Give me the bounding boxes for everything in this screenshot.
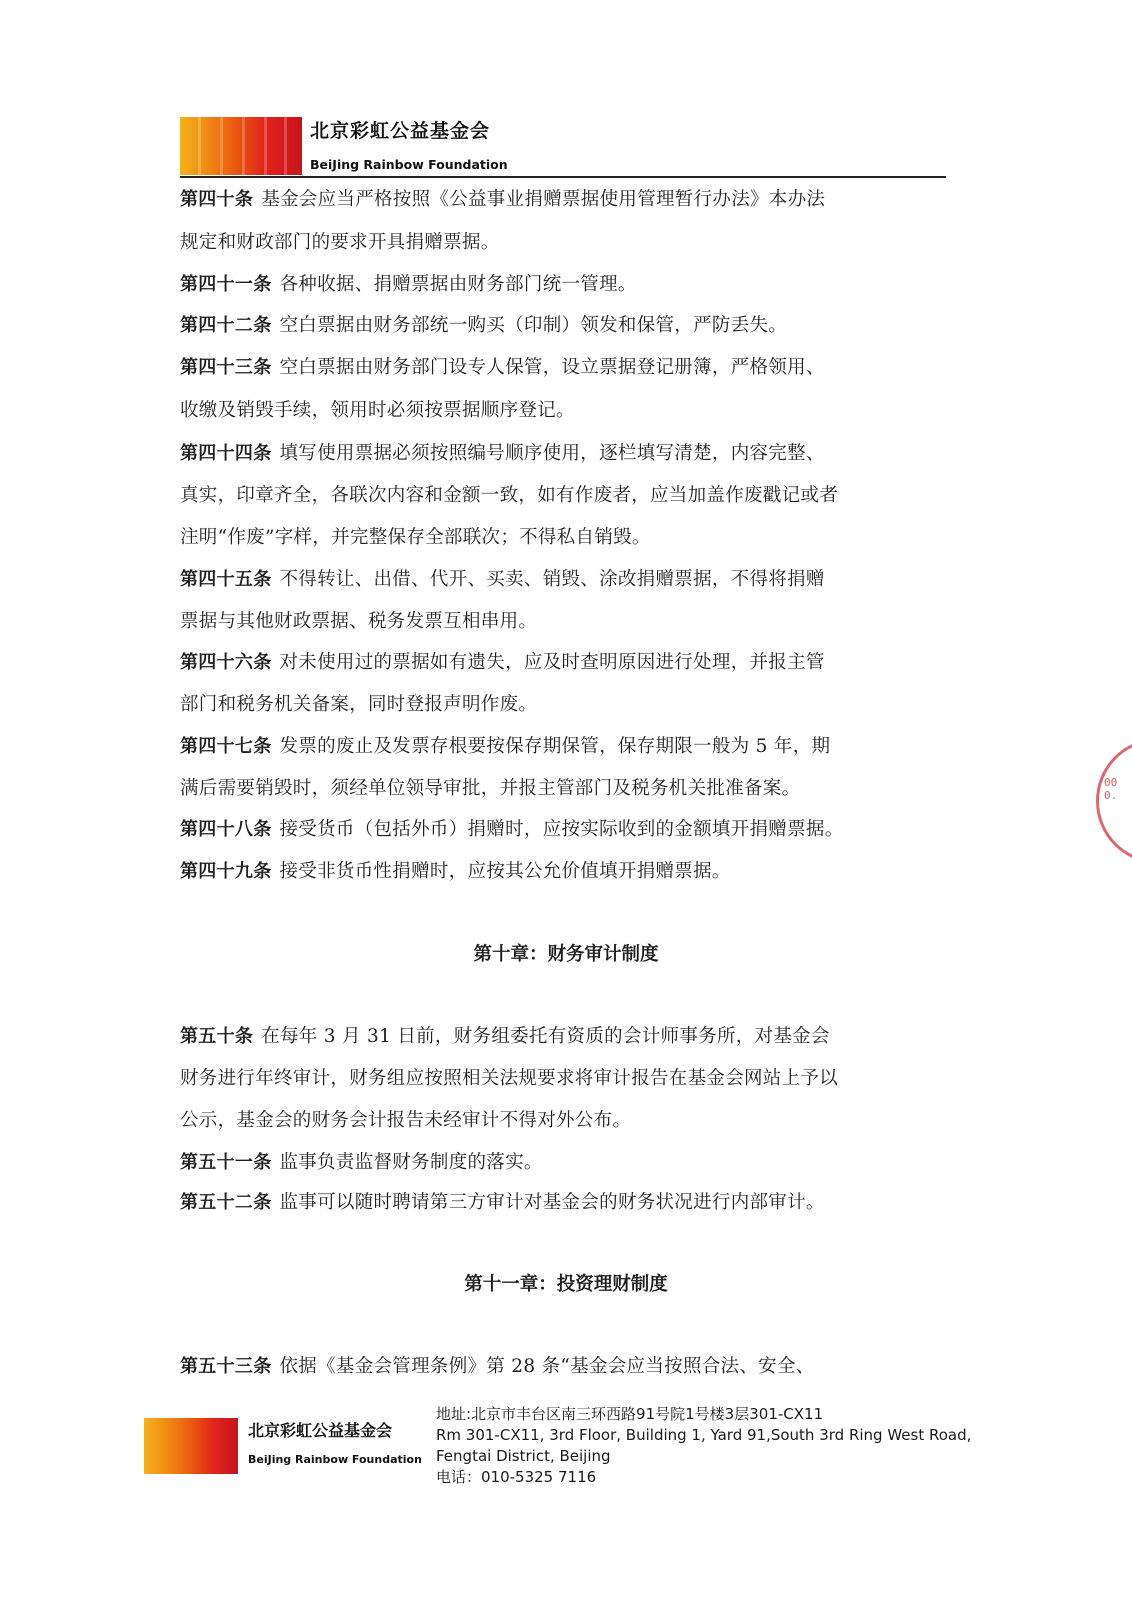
article-43-line-1 — [180, 353, 825, 379]
article-label: 第五十条 — [180, 1026, 254, 1047]
chapter-10-heading: 第十章：财务审计制度 — [473, 944, 659, 965]
article-51-line-1 — [180, 1148, 543, 1174]
article-46-line-2: 部门和税务机关备案，同时登报声明作废。 — [180, 694, 538, 715]
footer-org-name-en: BeiJing Rainbow Foundation — [248, 1453, 422, 1466]
article-text: 对未使用过的票据如有遗失，应及时查明原因进行处理，并报主管 — [279, 652, 825, 673]
article-50-line-2: 财务进行年终审计，财务组应按照相关法规要求将审计报告在基金会网站上予以 — [180, 1068, 839, 1089]
header-divider — [180, 176, 946, 178]
seal-text: 000. — [1104, 776, 1118, 802]
article-49-line-1 — [180, 857, 731, 883]
article-text: 空白票据由财务部门设专人保管，设立票据登记册簿，严格领用、 — [279, 357, 825, 378]
article-text: 发票的废止及发票存根要按保存期保管，保存期限一般为 5 年，期 — [279, 736, 831, 757]
footer-contact-block — [436, 1404, 971, 1488]
article-44-line-1 — [180, 439, 825, 465]
article-52-line-1 — [180, 1188, 825, 1214]
header-org-name-cn: 北京彩虹公益基金会 — [310, 120, 491, 142]
article-label: 第四十一条 — [180, 274, 272, 295]
footer-address-en-1: Rm 301-CX11, 3rd Floor, Building 1, Yard 91,South 3rd Ring West Road, — [436, 1426, 972, 1444]
footer-phone: 电话：010-5325 7116 — [436, 1468, 597, 1486]
article-45-line-1 — [180, 565, 825, 591]
article-text: 不得转让、出借、代开、买卖、销毁、涂改捐赠票据，不得将捐赠 — [279, 569, 825, 590]
article-text: 依据《基金会管理条例》第 28 条“基金会应当按照合法、安全、 — [279, 1356, 815, 1377]
article-label: 第四十条 — [180, 189, 254, 210]
article-label: 第四十四条 — [180, 443, 272, 464]
article-label: 第五十三条 — [180, 1356, 272, 1377]
article-label: 第四十三条 — [180, 357, 272, 378]
article-53-line-1 — [180, 1352, 815, 1378]
article-label: 第四十五条 — [180, 569, 272, 590]
article-47-line-2: 满后需要销毁时，须经单位领导审批，并报主管部门及税务机关批准备案。 — [180, 778, 801, 799]
article-40-line-1 — [180, 185, 825, 211]
article-text: 接受非货币性捐赠时，应按其公允价值填开捐赠票据。 — [279, 861, 731, 882]
article-50-line-3: 公示，基金会的财务会计报告未经审计不得对外公布。 — [180, 1110, 632, 1131]
footer-logo-mark — [144, 1418, 238, 1474]
article-43-line-2: 收缴及销毁手续，领用时必须按票据顺序登记。 — [180, 400, 575, 421]
article-label: 第四十九条 — [180, 861, 272, 882]
article-label: 第四十二条 — [180, 315, 272, 336]
article-text: 空白票据由财务部统一购买（印制）领发和保管，严防丢失。 — [279, 315, 788, 336]
header-logo-mark — [180, 117, 302, 175]
footer-address-cn: 地址:北京市丰台区南三环西路91号院1号楼3层301-CX11 — [436, 1405, 824, 1423]
article-41-line-1 — [180, 270, 637, 296]
article-text: 监事可以随时聘请第三方审计对基金会的财务状况进行内部审计。 — [279, 1192, 825, 1213]
article-label: 第四十七条 — [180, 736, 272, 757]
article-text: 接受货币（包括外币）捐赠时，应按实际收到的金额填开捐赠票据。 — [279, 819, 844, 840]
article-42-line-1 — [180, 311, 787, 337]
article-label: 第四十六条 — [180, 652, 272, 673]
article-45-line-2: 票据与其他财政票据、税务发票互相串用。 — [180, 611, 538, 632]
article-text: 填写使用票据必须按照编号顺序使用，逐栏填写清楚，内容完整、 — [279, 443, 825, 464]
article-label: 第五十二条 — [180, 1192, 272, 1213]
article-40-line-2: 规定和财政部门的要求开具捐赠票据。 — [180, 232, 500, 253]
article-text: 基金会应当严格按照《公益事业捐赠票据使用管理暂行办法》本办法 — [261, 189, 826, 210]
article-label: 第四十八条 — [180, 819, 272, 840]
chapter-11-heading: 第十一章：投资理财制度 — [464, 1274, 668, 1295]
article-text: 监事负责监督财务制度的落实。 — [279, 1152, 543, 1173]
footer-org-name-cn: 北京彩虹公益基金会 — [248, 1421, 393, 1440]
article-47-line-1 — [180, 732, 830, 758]
footer-address-en-2: Fengtai District, Beijing — [436, 1447, 611, 1465]
article-44-line-2: 真实，印章齐全，各联次内容和金额一致，如有作废者，应当加盖作废戳记或者 — [180, 485, 839, 506]
article-50-line-1 — [180, 1022, 830, 1048]
article-48-line-1 — [180, 815, 844, 841]
article-text: 各种收据、捐赠票据由财务部门统一管理。 — [279, 274, 637, 295]
article-label: 第五十一条 — [180, 1152, 272, 1173]
seal-stamp-fragment — [1090, 738, 1132, 858]
article-44-line-3: 注明“作废”字样，并完整保存全部联次；不得私自销毁。 — [180, 527, 651, 548]
header-org-name-en: BeiJing Rainbow Foundation — [310, 157, 508, 172]
article-text: 在每年 3 月 31 日前，财务组委托有资质的会计师事务所，对基金会 — [261, 1026, 830, 1047]
article-46-line-1 — [180, 648, 825, 674]
